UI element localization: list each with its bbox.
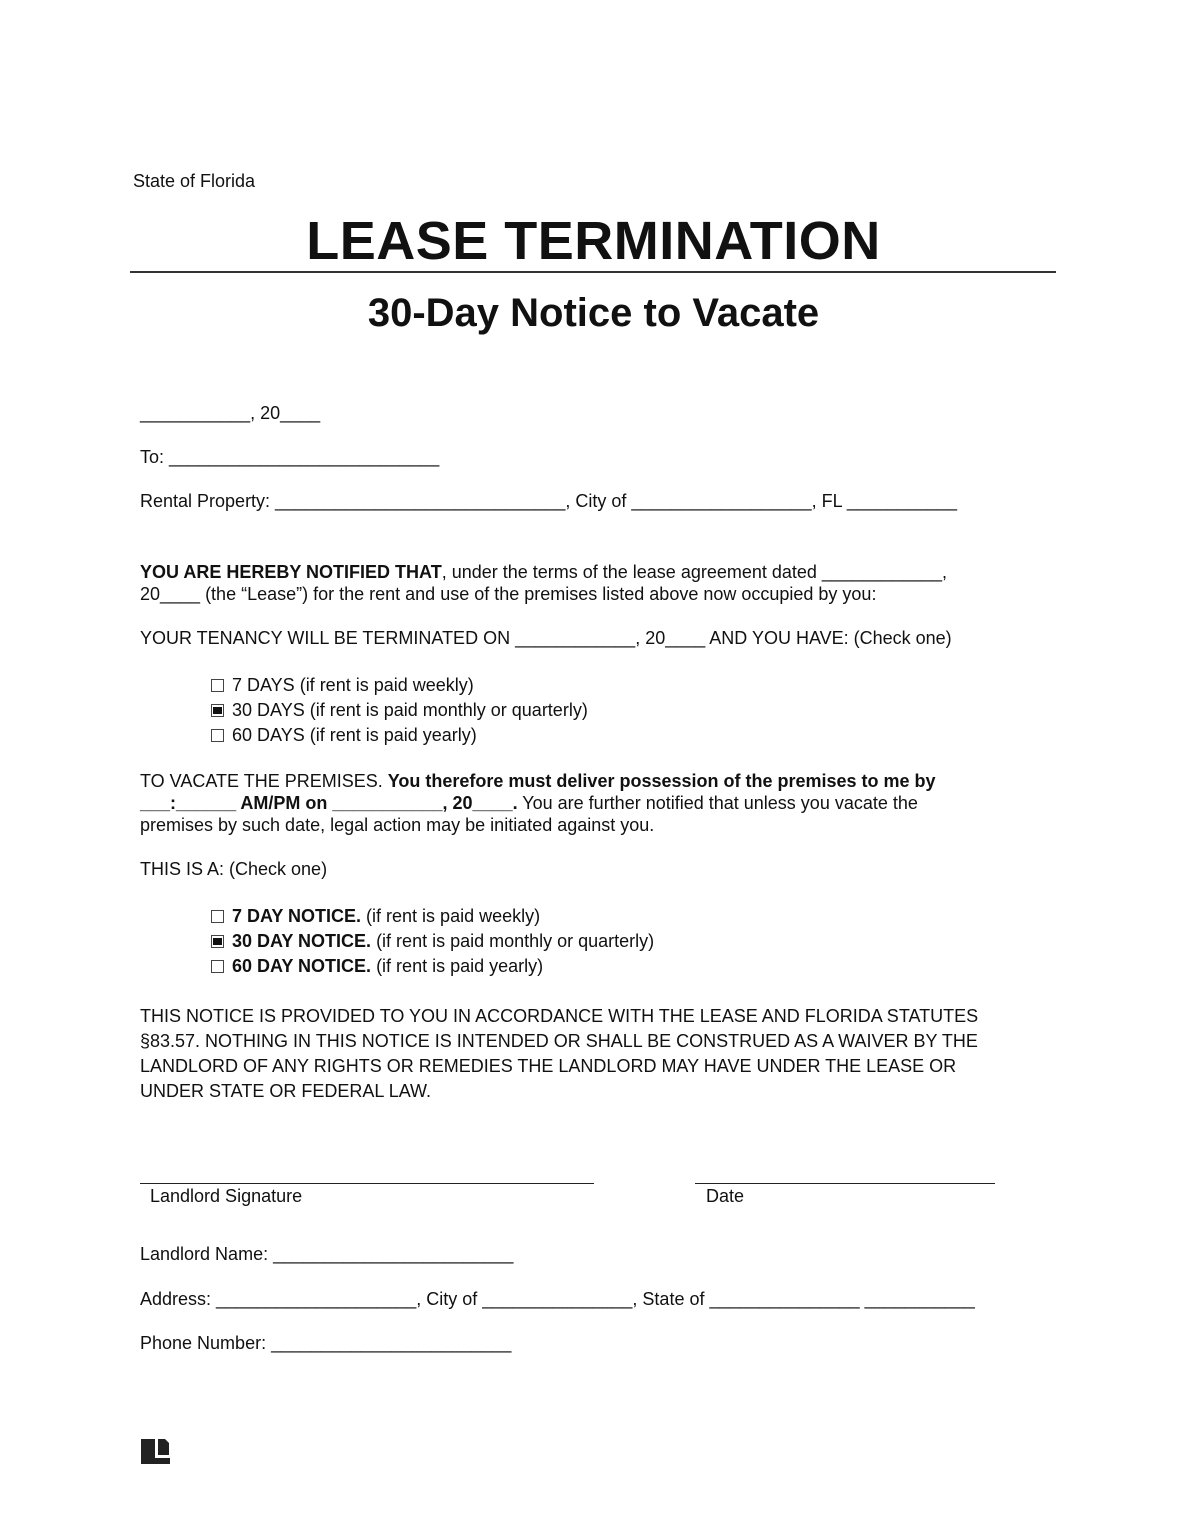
notice-intro-rest[interactable]: , under the terms of the lease agreement dated ____________, <box>441 562 948 582</box>
checkbox-unchecked-icon[interactable] <box>211 960 224 973</box>
days-option-30[interactable] <box>211 699 588 721</box>
notice-intro-line1 <box>140 561 947 583</box>
statute-line4: UNDER STATE OR FEDERAL LAW. <box>140 1081 432 1101</box>
vacate-time-date-blanks[interactable]: ___:______ AM/PM on ___________, 20____. <box>140 793 518 813</box>
document-logo-icon <box>141 1436 171 1466</box>
days-option-label: 7 DAYS (if rent is paid weekly) <box>232 675 474 695</box>
vacate-line2[interactable] <box>140 792 918 814</box>
notice-option-bold: 30 DAY NOTICE. <box>232 931 372 951</box>
days-option-label: 60 DAYS (if rent is paid yearly) <box>232 725 477 745</box>
notice-option-rest: (if rent is paid yearly) <box>371 956 544 976</box>
notice-option-7-day[interactable] <box>211 905 540 927</box>
notice-intro-line2[interactable]: 20____ (the “Lease”) for the rent and use of the premises listed above now occupied by you: <box>140 584 877 604</box>
checkbox-unchecked-icon[interactable] <box>211 679 224 692</box>
statute-line2: §83.57. NOTHING IN THIS NOTICE IS INTENDED OR SHALL BE CONSTRUED AS A WAIVER BY THE <box>140 1031 978 1051</box>
checkbox-unchecked-icon[interactable] <box>211 910 224 923</box>
document-subtitle: 30-Day Notice to Vacate <box>367 291 820 335</box>
date-field-line[interactable]: ___________, 20____ <box>140 403 321 423</box>
landlord-name-field[interactable]: Landlord Name: ________________________ <box>140 1244 514 1264</box>
checkbox-unchecked-icon[interactable] <box>211 729 224 742</box>
state-label: State of Florida <box>133 171 256 191</box>
termination-date-line[interactable]: YOUR TENANCY WILL BE TERMINATED ON ____________, 20____ AND YOU HAVE: (Check one) <box>140 628 952 648</box>
notice-intro-bold: YOU ARE HEREBY NOTIFIED THAT <box>140 562 442 582</box>
vacate-line3: premises by such date, legal action may be initiated against you. <box>140 815 655 835</box>
vacate-bold: You therefore must deliver possession of the premises to me by <box>387 771 936 791</box>
notice-option-60-day[interactable] <box>211 955 543 977</box>
to-field-line[interactable]: To: ___________________________ <box>140 447 440 467</box>
signature-line[interactable] <box>140 1183 594 1184</box>
vacate-regular: TO VACATE THE PREMISES. <box>140 771 388 791</box>
days-option-60[interactable] <box>211 724 477 746</box>
vacate-regular: You are further notified that unless you vacate the <box>517 793 918 813</box>
landlord-signature-label: Landlord Signature <box>150 1186 303 1206</box>
checkbox-checked-icon[interactable] <box>211 704 224 717</box>
notice-option-rest: (if rent is paid weekly) <box>361 906 541 926</box>
statute-line1: THIS NOTICE IS PROVIDED TO YOU IN ACCORDANCE WITH THE LEASE AND FLORIDA STATUTES <box>140 1006 979 1026</box>
notice-option-30-day[interactable] <box>211 930 654 952</box>
days-option-label: 30 DAYS (if rent is paid monthly or quarterly) <box>232 700 588 720</box>
landlord-phone-field[interactable]: Phone Number: ________________________ <box>140 1333 512 1353</box>
landlord-address-field[interactable]: Address: ____________________, City of _______________, State of _______________ ___________ <box>140 1289 975 1309</box>
statute-line3: LANDLORD OF ANY RIGHTS OR REMEDIES THE LANDLORD MAY HAVE UNDER THE LEASE OR <box>140 1056 957 1076</box>
days-option-7[interactable] <box>211 674 474 696</box>
notice-option-bold: 60 DAY NOTICE. <box>232 956 372 976</box>
notice-option-bold: 7 DAY NOTICE. <box>232 906 362 926</box>
notice-option-rest: (if rent is paid monthly or quarterly) <box>371 931 655 951</box>
document-title: LEASE TERMINATION <box>306 211 881 271</box>
date-label: Date <box>706 1186 745 1206</box>
rental-property-field-line[interactable]: Rental Property: _____________________________, City of __________________, FL ___________ <box>140 491 958 511</box>
title-divider <box>130 271 1056 273</box>
checkbox-checked-icon[interactable] <box>211 935 224 948</box>
date-line[interactable] <box>695 1183 995 1184</box>
this-is-a-label: THIS IS A: (Check one) <box>140 859 328 879</box>
vacate-line1 <box>140 770 936 792</box>
